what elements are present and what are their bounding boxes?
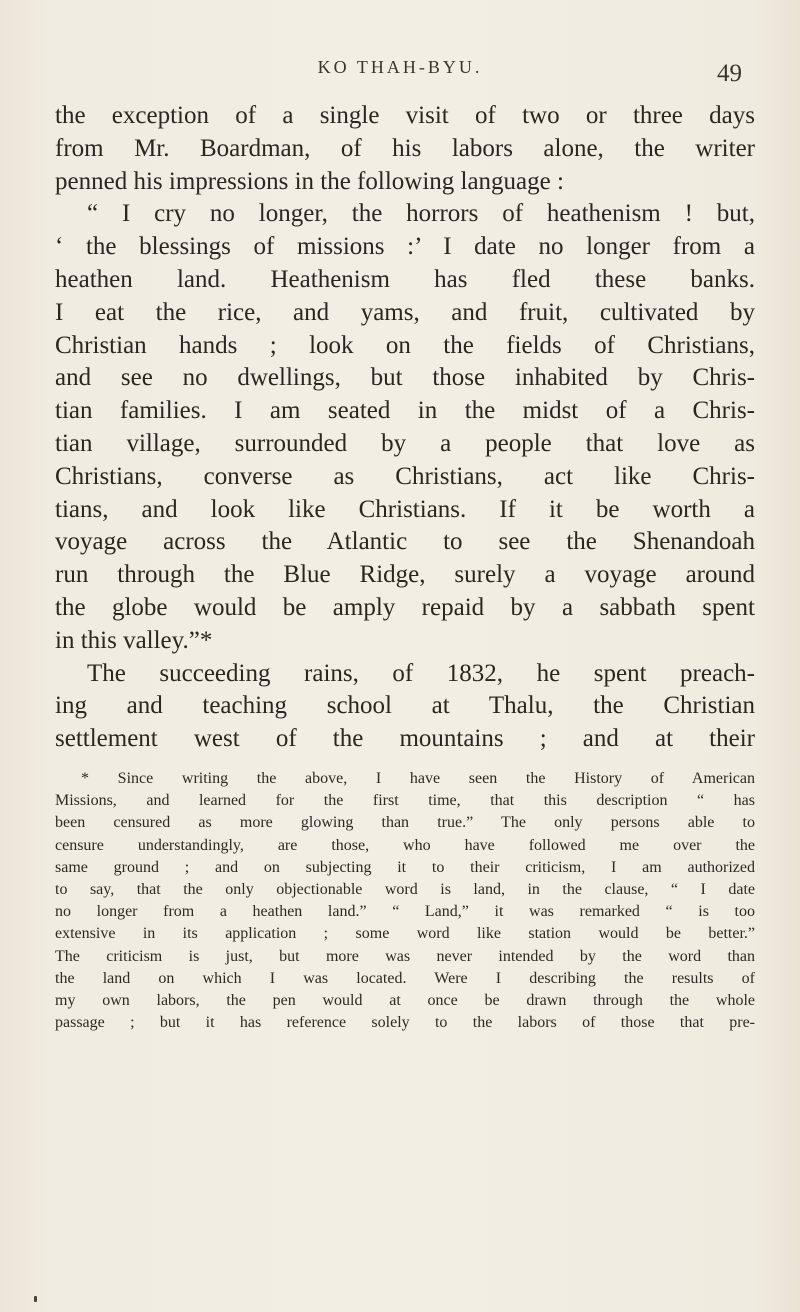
footnote-line: censure understandingly, are those, who have followed me over the xyxy=(55,836,755,854)
body-line: heathen land. Heathenism has fled these banks. xyxy=(55,265,755,293)
body-line: tian village, surrounded by a people that love as xyxy=(55,429,755,457)
footnote-line: passage ; but it has reference solely to the labors of those that pre- xyxy=(55,1014,755,1032)
footnote-line: Missions, and learned for the first time, that this description “ has xyxy=(55,792,755,810)
body-line: ‘ the blessings of missions :’ I date no longer from a xyxy=(55,233,755,261)
body-line: I eat the rice, and yams, and fruit, cultivated by xyxy=(55,298,755,326)
body-line: the exception of a single visit of two or three days xyxy=(55,102,755,129)
body-line: voyage across the Atlantic to see the Shenandoah xyxy=(55,528,755,556)
footnote-line: to say, that the only objectionable word is land, in the clause, “ I date xyxy=(55,880,755,898)
footnote-line: The criticism is just, but more was never intended by the word than xyxy=(55,947,755,965)
running-head: KO THAH-BYU. xyxy=(317,57,483,77)
body-line: “ I cry no longer, the horrors of heathenism ! but, xyxy=(87,200,755,228)
body-line: in this valley.”* xyxy=(55,626,213,654)
body-line: The succeeding rains, of 1832, he spent preach- xyxy=(87,659,755,687)
body-line: penned his impressions in the following language : xyxy=(55,167,564,195)
paper-speck xyxy=(34,1296,37,1302)
body-line: and see no dwellings, but those inhabited by Chris- xyxy=(55,364,755,392)
footnote-line: same ground ; and on subjecting it to their criticism, I am authorized xyxy=(55,858,755,876)
footnote xyxy=(55,768,755,1034)
body-line: Christian hands ; look on the fields of Christians, xyxy=(55,331,755,359)
body-line: from Mr. Boardman, of his labors alone, the writer xyxy=(55,134,755,162)
body-line: ing and teaching school at Thalu, the Christian xyxy=(55,692,755,720)
body-line: Christians, converse as Christians, act like Chris- xyxy=(55,462,755,490)
footnote-line: extensive in its application ; some word like station would be better.” xyxy=(55,925,755,943)
footnote-line: the land on which I was located. Were I describing the results of xyxy=(55,969,755,987)
footnote-line: my own labors, the pen would at once be drawn through the whole xyxy=(55,991,755,1009)
footnote-line: * Since writing the above, I have seen the History of American xyxy=(81,770,755,787)
body-line: tian families. I am seated in the midst of a Chris- xyxy=(55,397,755,425)
body-line: tians, and look like Christians. If it be worth a xyxy=(55,495,755,523)
footnote-line: no longer from a heathen land.” “ Land,” it was remarked “ is too xyxy=(55,903,755,921)
page-number: 49 xyxy=(717,60,742,87)
body-line: run through the Blue Ridge, surely a voyage around xyxy=(55,561,755,589)
body-line: settlement west of the mountains ; and at their xyxy=(55,725,755,753)
footnote-line: been censured as more glowing than true.” The only persons able to xyxy=(55,814,755,832)
body-line: the globe would be amply repaid by a sabbath spent xyxy=(55,593,755,621)
body-text xyxy=(55,100,755,756)
